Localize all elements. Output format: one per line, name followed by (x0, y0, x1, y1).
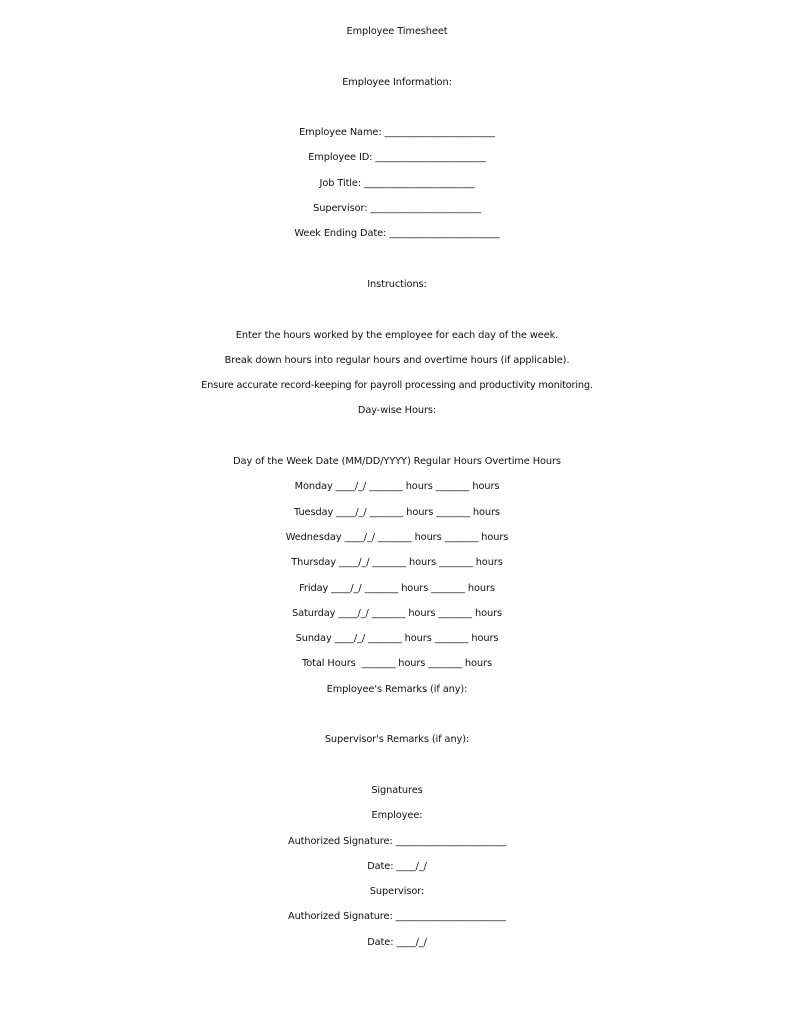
spacer (0, 702, 794, 727)
signatures-heading: Signatures (371, 784, 423, 796)
day-row-saturday: Saturday ____/_/ _______ hours _______ hours (291, 607, 503, 619)
supervisor-signature-label: Supervisor: (369, 886, 425, 898)
employee-authorized-signature: Authorized Signature: _______________________ (287, 835, 507, 847)
spacer (0, 424, 794, 449)
day-row-wednesday: Wednesday ____/_/ _______ hours _______ hours (285, 531, 509, 543)
day-row-monday: Monday ____/_/ _______ hours _______ hours (294, 481, 500, 493)
day-row-sunday: Sunday ____/_/ _______ hours _______ hours (295, 633, 499, 645)
employee-signature-label: Employee: (371, 810, 423, 822)
employee-name-field: Employee Name: _______________________ (299, 127, 495, 139)
daywise-columns: Day of the Week Date (MM/DD/YYYY) Regular Hours Overtime Hours (233, 456, 561, 468)
supervisor-authorized-signature: Authorized Signature: _______________________ (287, 911, 507, 923)
spacer (0, 44, 794, 69)
day-row-tuesday: Tuesday ____/_/ _______ hours _______ hours (294, 506, 500, 518)
supervisor-remarks-label: Supervisor's Remarks (if any): (324, 734, 470, 746)
employee-signature-date: Date: ____/_/ (367, 860, 427, 872)
day-row-thursday: Thursday ____/_/ _______ hours _______ hours (291, 557, 503, 569)
supervisor-field: Supervisor: _______________________ (313, 203, 481, 215)
day-row-friday: Friday ____/_/ _______ hours _______ hours (299, 582, 495, 594)
daywise-heading: Day-wise Hours: (357, 405, 437, 417)
supervisor-signature-date: Date: ____/_/ (367, 936, 427, 948)
job-title-field: Job Title: _______________________ (319, 177, 475, 189)
spacer (0, 297, 794, 322)
employee-information-heading: Employee Information: (342, 76, 452, 88)
week-ending-date-field: Week Ending Date: _______________________ (294, 228, 500, 240)
employee-remarks-label: Employee's Remarks (if any): (326, 683, 468, 695)
total-hours-row: Total Hours _______ hours _______ hours (302, 658, 492, 670)
employee-id-field: Employee ID: _______________________ (308, 152, 486, 164)
document-title: Employee Timesheet (346, 26, 448, 37)
instruction-line: Break down hours into regular hours and overtime hours (if applicable). (224, 354, 570, 366)
spacer (0, 753, 794, 778)
spacer (0, 95, 794, 120)
spacer (0, 247, 794, 272)
timesheet-document (0, 19, 794, 955)
instruction-line: Ensure accurate record-keeping for payroll processing and productivity monitoring. (201, 380, 593, 392)
instructions-heading: Instructions: (367, 278, 427, 290)
instruction-line: Enter the hours worked by the employee for each day of the week. (235, 329, 559, 341)
